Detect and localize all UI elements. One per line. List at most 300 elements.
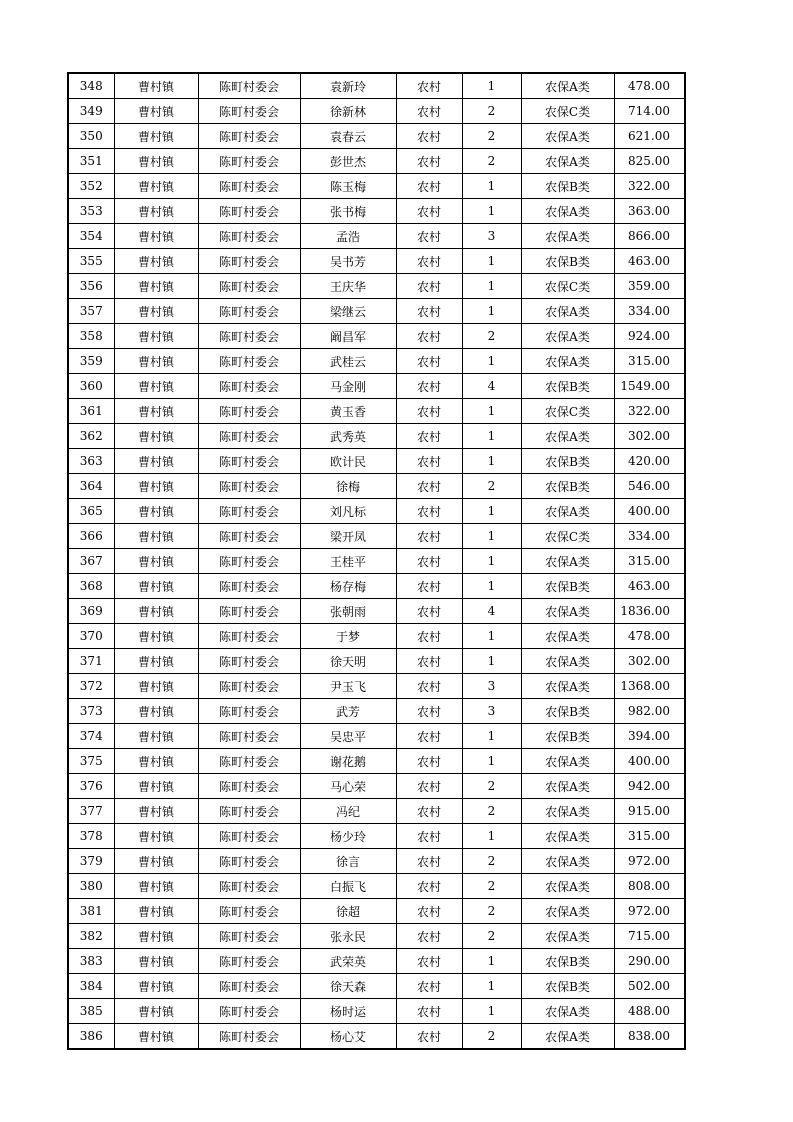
cell-insurance-category: 农保A类: [521, 899, 614, 924]
cell-serial-number: 349: [68, 99, 114, 124]
cell-person-name: 吴忠平: [300, 724, 396, 749]
cell-person-name: 徐天森: [300, 974, 396, 999]
cell-person-count: 1: [462, 749, 521, 774]
cell-person-name: 冯纪: [300, 799, 396, 824]
cell-amount: 1549.00: [614, 374, 685, 399]
cell-household-type: 农村: [396, 574, 462, 599]
table-row: [68, 199, 685, 224]
cell-person-name: 张朝雨: [300, 599, 396, 624]
cell-town: 曹村镇: [114, 899, 198, 924]
cell-person-name: 陈玉梅: [300, 174, 396, 199]
cell-amount: 394.00: [614, 724, 685, 749]
cell-amount: 334.00: [614, 524, 685, 549]
cell-person-name: 杨少玲: [300, 824, 396, 849]
cell-village-committee: 陈町村委会: [198, 699, 300, 724]
cell-serial-number: 367: [68, 549, 114, 574]
cell-serial-number: 373: [68, 699, 114, 724]
cell-village-committee: 陈町村委会: [198, 1024, 300, 1050]
cell-serial-number: 382: [68, 924, 114, 949]
cell-household-type: 农村: [396, 424, 462, 449]
cell-village-committee: 陈町村委会: [198, 299, 300, 324]
cell-town: 曹村镇: [114, 724, 198, 749]
cell-town: 曹村镇: [114, 699, 198, 724]
cell-serial-number: 376: [68, 774, 114, 799]
cell-village-committee: 陈町村委会: [198, 374, 300, 399]
cell-person-name: 孟浩: [300, 224, 396, 249]
cell-town: 曹村镇: [114, 149, 198, 174]
cell-town: 曹村镇: [114, 574, 198, 599]
cell-household-type: 农村: [396, 274, 462, 299]
cell-amount: 825.00: [614, 149, 685, 174]
cell-serial-number: 384: [68, 974, 114, 999]
cell-village-committee: 陈町村委会: [198, 499, 300, 524]
cell-person-count: 2: [462, 124, 521, 149]
cell-village-committee: 陈町村委会: [198, 924, 300, 949]
cell-person-count: 1: [462, 399, 521, 424]
cell-household-type: 农村: [396, 524, 462, 549]
cell-household-type: 农村: [396, 824, 462, 849]
table-row: [68, 324, 685, 349]
table-row: [68, 949, 685, 974]
cell-amount: 546.00: [614, 474, 685, 499]
cell-insurance-category: 农保B类: [521, 174, 614, 199]
table-row: [68, 799, 685, 824]
cell-amount: 1368.00: [614, 674, 685, 699]
cell-household-type: 农村: [396, 124, 462, 149]
cell-village-committee: 陈町村委会: [198, 749, 300, 774]
cell-town: 曹村镇: [114, 474, 198, 499]
cell-person-count: 1: [462, 949, 521, 974]
cell-amount: 363.00: [614, 199, 685, 224]
cell-household-type: 农村: [396, 149, 462, 174]
cell-serial-number: 357: [68, 299, 114, 324]
cell-person-count: 1: [462, 524, 521, 549]
cell-serial-number: 380: [68, 874, 114, 899]
cell-serial-number: 368: [68, 574, 114, 599]
cell-person-name: 马心荣: [300, 774, 396, 799]
cell-town: 曹村镇: [114, 999, 198, 1024]
cell-village-committee: 陈町村委会: [198, 174, 300, 199]
cell-town: 曹村镇: [114, 349, 198, 374]
cell-person-name: 王桂平: [300, 549, 396, 574]
cell-amount: 359.00: [614, 274, 685, 299]
cell-household-type: 农村: [396, 224, 462, 249]
cell-household-type: 农村: [396, 999, 462, 1024]
table-row: [68, 549, 685, 574]
cell-serial-number: 362: [68, 424, 114, 449]
cell-household-type: 农村: [396, 549, 462, 574]
cell-town: 曹村镇: [114, 324, 198, 349]
table-row: [68, 974, 685, 999]
cell-village-committee: 陈町村委会: [198, 899, 300, 924]
cell-town: 曹村镇: [114, 73, 198, 99]
cell-village-committee: 陈町村委会: [198, 574, 300, 599]
cell-person-name: 武秀英: [300, 424, 396, 449]
cell-serial-number: 352: [68, 174, 114, 199]
cell-village-committee: 陈町村委会: [198, 549, 300, 574]
table-row: [68, 474, 685, 499]
table-row: [68, 424, 685, 449]
cell-village-committee: 陈町村委会: [198, 349, 300, 374]
cell-serial-number: 361: [68, 399, 114, 424]
cell-person-name: 徐梅: [300, 474, 396, 499]
cell-amount: 488.00: [614, 999, 685, 1024]
cell-person-count: 1: [462, 724, 521, 749]
cell-insurance-category: 农保A类: [521, 1024, 614, 1050]
cell-household-type: 农村: [396, 949, 462, 974]
cell-household-type: 农村: [396, 199, 462, 224]
cell-person-count: 1: [462, 574, 521, 599]
cell-town: 曹村镇: [114, 199, 198, 224]
cell-village-committee: 陈町村委会: [198, 999, 300, 1024]
cell-serial-number: 378: [68, 824, 114, 849]
table-row: [68, 649, 685, 674]
table-row: [68, 824, 685, 849]
cell-person-name: 杨存梅: [300, 574, 396, 599]
cell-household-type: 农村: [396, 499, 462, 524]
cell-village-committee: 陈町村委会: [198, 624, 300, 649]
cell-serial-number: 369: [68, 599, 114, 624]
cell-village-committee: 陈町村委会: [198, 324, 300, 349]
cell-village-committee: 陈町村委会: [198, 274, 300, 299]
table-row: [68, 899, 685, 924]
cell-village-committee: 陈町村委会: [198, 449, 300, 474]
cell-village-committee: 陈町村委会: [198, 649, 300, 674]
cell-town: 曹村镇: [114, 124, 198, 149]
cell-serial-number: 363: [68, 449, 114, 474]
cell-town: 曹村镇: [114, 1024, 198, 1050]
cell-person-name: 梁开凤: [300, 524, 396, 549]
cell-town: 曹村镇: [114, 949, 198, 974]
cell-town: 曹村镇: [114, 524, 198, 549]
cell-insurance-category: 农保C类: [521, 274, 614, 299]
cell-amount: 972.00: [614, 849, 685, 874]
cell-village-committee: 陈町村委会: [198, 249, 300, 274]
cell-serial-number: 379: [68, 849, 114, 874]
cell-person-name: 袁新玲: [300, 73, 396, 99]
cell-village-committee: 陈町村委会: [198, 724, 300, 749]
cell-person-count: 2: [462, 149, 521, 174]
table-row: [68, 73, 685, 99]
cell-amount: 972.00: [614, 899, 685, 924]
cell-insurance-category: 农保C类: [521, 524, 614, 549]
cell-household-type: 农村: [396, 174, 462, 199]
cell-household-type: 农村: [396, 624, 462, 649]
cell-household-type: 农村: [396, 599, 462, 624]
cell-insurance-category: 农保A类: [521, 299, 614, 324]
cell-person-name: 白振飞: [300, 874, 396, 899]
cell-insurance-category: 农保B类: [521, 374, 614, 399]
cell-person-name: 徐新林: [300, 99, 396, 124]
cell-person-name: 杨时运: [300, 999, 396, 1024]
cell-serial-number: 348: [68, 73, 114, 99]
cell-village-committee: 陈町村委会: [198, 799, 300, 824]
cell-insurance-category: 农保A类: [521, 924, 614, 949]
table-row: [68, 674, 685, 699]
cell-amount: 866.00: [614, 224, 685, 249]
cell-insurance-category: 农保A类: [521, 624, 614, 649]
cell-person-count: 4: [462, 374, 521, 399]
cell-person-count: 2: [462, 799, 521, 824]
cell-town: 曹村镇: [114, 99, 198, 124]
table-row: [68, 449, 685, 474]
cell-person-count: 2: [462, 99, 521, 124]
cell-village-committee: 陈町村委会: [198, 149, 300, 174]
cell-insurance-category: 农保A类: [521, 349, 614, 374]
cell-person-count: 1: [462, 174, 521, 199]
cell-person-name: 黄玉香: [300, 399, 396, 424]
cell-household-type: 农村: [396, 399, 462, 424]
cell-person-name: 武芳: [300, 699, 396, 724]
cell-person-name: 梁继云: [300, 299, 396, 324]
table-row: [68, 724, 685, 749]
cell-serial-number: 385: [68, 999, 114, 1024]
cell-household-type: 农村: [396, 749, 462, 774]
cell-person-count: 1: [462, 199, 521, 224]
table-row: [68, 999, 685, 1024]
cell-person-name: 尹玉飞: [300, 674, 396, 699]
cell-person-name: 杨心艾: [300, 1024, 396, 1050]
cell-insurance-category: 农保B类: [521, 724, 614, 749]
cell-insurance-category: 农保A类: [521, 849, 614, 874]
cell-amount: 322.00: [614, 399, 685, 424]
cell-person-count: 1: [462, 624, 521, 649]
cell-town: 曹村镇: [114, 249, 198, 274]
cell-town: 曹村镇: [114, 624, 198, 649]
cell-town: 曹村镇: [114, 549, 198, 574]
cell-serial-number: 359: [68, 349, 114, 374]
cell-village-committee: 陈町村委会: [198, 99, 300, 124]
cell-serial-number: 356: [68, 274, 114, 299]
cell-amount: 400.00: [614, 499, 685, 524]
cell-amount: 463.00: [614, 249, 685, 274]
cell-insurance-category: 农保A类: [521, 224, 614, 249]
cell-insurance-category: 农保A类: [521, 124, 614, 149]
cell-serial-number: 365: [68, 499, 114, 524]
cell-amount: 302.00: [614, 649, 685, 674]
cell-insurance-category: 农保A类: [521, 999, 614, 1024]
cell-household-type: 农村: [396, 674, 462, 699]
cell-person-count: 1: [462, 824, 521, 849]
table-row: [68, 349, 685, 374]
table-row: [68, 274, 685, 299]
cell-person-name: 刘凡标: [300, 499, 396, 524]
cell-person-count: 2: [462, 474, 521, 499]
cell-amount: 942.00: [614, 774, 685, 799]
cell-village-committee: 陈町村委会: [198, 949, 300, 974]
cell-amount: 334.00: [614, 299, 685, 324]
cell-person-count: 1: [462, 274, 521, 299]
cell-insurance-category: 农保B类: [521, 574, 614, 599]
cell-village-committee: 陈町村委会: [198, 849, 300, 874]
cell-serial-number: 372: [68, 674, 114, 699]
cell-insurance-category: 农保A类: [521, 674, 614, 699]
cell-serial-number: 370: [68, 624, 114, 649]
cell-household-type: 农村: [396, 799, 462, 824]
table-row: [68, 174, 685, 199]
cell-person-count: 1: [462, 449, 521, 474]
cell-person-name: 欧计民: [300, 449, 396, 474]
cell-town: 曹村镇: [114, 224, 198, 249]
cell-insurance-category: 农保B类: [521, 699, 614, 724]
cell-serial-number: 358: [68, 324, 114, 349]
table-row: [68, 924, 685, 949]
cell-person-count: 2: [462, 874, 521, 899]
cell-person-count: 1: [462, 649, 521, 674]
cell-serial-number: 386: [68, 1024, 114, 1050]
cell-town: 曹村镇: [114, 299, 198, 324]
cell-insurance-category: 农保B类: [521, 249, 614, 274]
cell-village-committee: 陈町村委会: [198, 974, 300, 999]
cell-household-type: 农村: [396, 874, 462, 899]
table-row: [68, 124, 685, 149]
beneficiary-table: [67, 72, 686, 1050]
cell-amount: 478.00: [614, 73, 685, 99]
cell-amount: 463.00: [614, 574, 685, 599]
cell-insurance-category: 农保A类: [521, 424, 614, 449]
table-row: [68, 399, 685, 424]
cell-amount: 302.00: [614, 424, 685, 449]
cell-person-name: 张永民: [300, 924, 396, 949]
cell-insurance-category: 农保B类: [521, 949, 614, 974]
cell-person-count: 3: [462, 674, 521, 699]
cell-person-name: 阚昌军: [300, 324, 396, 349]
cell-village-committee: 陈町村委会: [198, 524, 300, 549]
cell-household-type: 农村: [396, 99, 462, 124]
cell-serial-number: 371: [68, 649, 114, 674]
cell-person-name: 彭世杰: [300, 149, 396, 174]
cell-serial-number: 381: [68, 899, 114, 924]
cell-village-committee: 陈町村委会: [198, 674, 300, 699]
cell-household-type: 农村: [396, 1024, 462, 1050]
cell-household-type: 农村: [396, 899, 462, 924]
cell-person-name: 张书梅: [300, 199, 396, 224]
cell-insurance-category: 农保A类: [521, 749, 614, 774]
cell-village-committee: 陈町村委会: [198, 224, 300, 249]
cell-amount: 315.00: [614, 824, 685, 849]
cell-household-type: 农村: [396, 724, 462, 749]
cell-household-type: 农村: [396, 349, 462, 374]
cell-amount: 322.00: [614, 174, 685, 199]
cell-amount: 982.00: [614, 699, 685, 724]
cell-person-count: 2: [462, 924, 521, 949]
cell-serial-number: 366: [68, 524, 114, 549]
cell-person-name: 徐天明: [300, 649, 396, 674]
table-row: [68, 574, 685, 599]
cell-person-name: 谢花鹅: [300, 749, 396, 774]
cell-household-type: 农村: [396, 699, 462, 724]
cell-serial-number: 375: [68, 749, 114, 774]
table-body: [68, 73, 685, 1049]
cell-insurance-category: 农保B类: [521, 974, 614, 999]
cell-village-committee: 陈町村委会: [198, 199, 300, 224]
cell-town: 曹村镇: [114, 399, 198, 424]
cell-insurance-category: 农保A类: [521, 199, 614, 224]
cell-person-count: 2: [462, 774, 521, 799]
cell-household-type: 农村: [396, 73, 462, 99]
table-row: [68, 524, 685, 549]
cell-village-committee: 陈町村委会: [198, 774, 300, 799]
cell-person-name: 徐言: [300, 849, 396, 874]
cell-amount: 621.00: [614, 124, 685, 149]
table-row: [68, 499, 685, 524]
cell-household-type: 农村: [396, 474, 462, 499]
cell-person-name: 吴书芳: [300, 249, 396, 274]
cell-person-name: 徐超: [300, 899, 396, 924]
cell-insurance-category: 农保A类: [521, 649, 614, 674]
cell-town: 曹村镇: [114, 649, 198, 674]
cell-town: 曹村镇: [114, 674, 198, 699]
cell-village-committee: 陈町村委会: [198, 874, 300, 899]
cell-insurance-category: 农保A类: [521, 824, 614, 849]
cell-village-committee: 陈町村委会: [198, 124, 300, 149]
cell-insurance-category: 农保A类: [521, 799, 614, 824]
cell-person-count: 1: [462, 499, 521, 524]
cell-insurance-category: 农保A类: [521, 324, 614, 349]
cell-person-name: 王庆华: [300, 274, 396, 299]
table-row: [68, 374, 685, 399]
cell-town: 曹村镇: [114, 774, 198, 799]
cell-insurance-category: 农保A类: [521, 73, 614, 99]
cell-town: 曹村镇: [114, 924, 198, 949]
cell-town: 曹村镇: [114, 849, 198, 874]
cell-person-name: 袁春云: [300, 124, 396, 149]
cell-insurance-category: 农保A类: [521, 599, 614, 624]
cell-serial-number: 354: [68, 224, 114, 249]
table-row: [68, 774, 685, 799]
cell-household-type: 农村: [396, 449, 462, 474]
table-row: [68, 299, 685, 324]
cell-town: 曹村镇: [114, 374, 198, 399]
cell-household-type: 农村: [396, 849, 462, 874]
cell-insurance-category: 农保A类: [521, 774, 614, 799]
cell-town: 曹村镇: [114, 174, 198, 199]
cell-serial-number: 351: [68, 149, 114, 174]
cell-household-type: 农村: [396, 649, 462, 674]
cell-person-count: 3: [462, 224, 521, 249]
cell-amount: 400.00: [614, 749, 685, 774]
cell-person-name: 武荣英: [300, 949, 396, 974]
cell-household-type: 农村: [396, 324, 462, 349]
cell-serial-number: 353: [68, 199, 114, 224]
cell-amount: 420.00: [614, 449, 685, 474]
cell-person-count: 2: [462, 324, 521, 349]
cell-town: 曹村镇: [114, 599, 198, 624]
cell-household-type: 农村: [396, 974, 462, 999]
cell-amount: 478.00: [614, 624, 685, 649]
cell-town: 曹村镇: [114, 824, 198, 849]
cell-village-committee: 陈町村委会: [198, 399, 300, 424]
cell-amount: 315.00: [614, 549, 685, 574]
cell-serial-number: 374: [68, 724, 114, 749]
cell-town: 曹村镇: [114, 974, 198, 999]
cell-amount: 1836.00: [614, 599, 685, 624]
cell-amount: 290.00: [614, 949, 685, 974]
cell-town: 曹村镇: [114, 274, 198, 299]
cell-village-committee: 陈町村委会: [198, 424, 300, 449]
cell-household-type: 农村: [396, 924, 462, 949]
cell-insurance-category: 农保A类: [521, 499, 614, 524]
table-row: [68, 99, 685, 124]
cell-person-count: 1: [462, 249, 521, 274]
cell-person-count: 1: [462, 299, 521, 324]
cell-person-count: 1: [462, 974, 521, 999]
table-row: [68, 699, 685, 724]
cell-amount: 915.00: [614, 799, 685, 824]
cell-serial-number: 350: [68, 124, 114, 149]
cell-amount: 315.00: [614, 349, 685, 374]
cell-amount: 924.00: [614, 324, 685, 349]
